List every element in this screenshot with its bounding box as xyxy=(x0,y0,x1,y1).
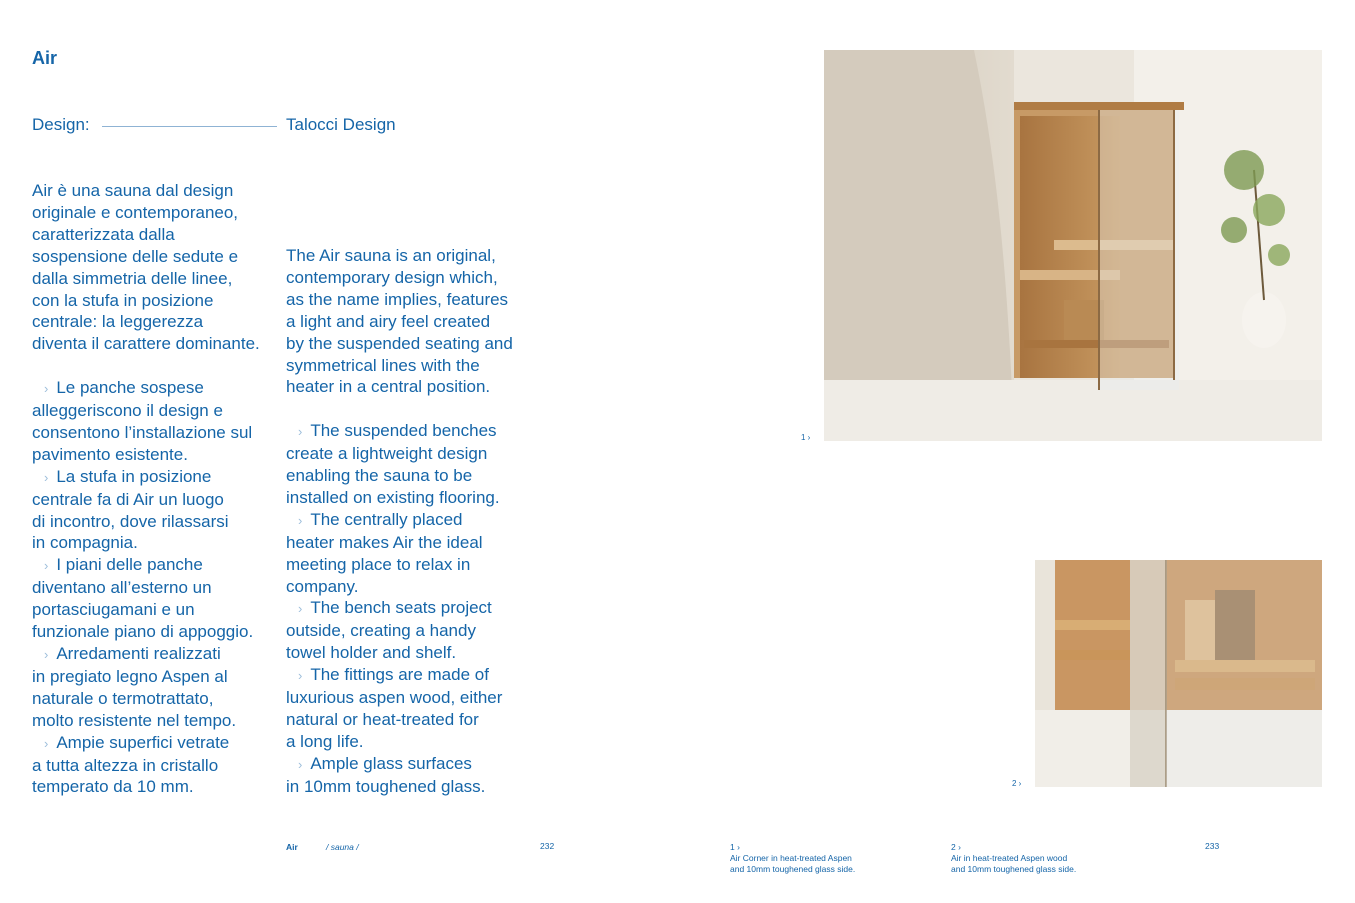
chevron-right-icon: › xyxy=(298,668,303,684)
bullet-line: › The bench seats project xyxy=(298,598,492,618)
sauna-photo-2 xyxy=(1035,560,1322,787)
text-line: installed on existing flooring. xyxy=(286,487,500,507)
chevron-right-icon: › xyxy=(298,756,303,772)
text-line: pavimento esistente. xyxy=(32,444,188,464)
chevron-right-icon: › xyxy=(298,601,303,617)
bullet-line: › La stufa in posizione xyxy=(44,466,212,486)
text-line: company. xyxy=(286,576,359,596)
italian-description xyxy=(32,180,282,798)
text-line: contemporary design which, xyxy=(286,267,498,287)
page-number-left: 232 xyxy=(540,841,555,851)
page-number-right: 233 xyxy=(1205,841,1220,851)
text-line: portasciugamani e un xyxy=(32,600,195,620)
footer-title: Air xyxy=(286,842,298,852)
caption-ref: 1 › xyxy=(730,842,740,852)
page-title: Air xyxy=(32,48,58,68)
text-line: symmetrical lines with the xyxy=(286,355,480,375)
text-line: diventa il carattere dominante. xyxy=(32,334,260,354)
text-line: towel holder and shelf. xyxy=(286,643,457,663)
chevron-right-icon: › xyxy=(298,424,303,440)
bullet-line: › Arredamenti realizzati xyxy=(44,644,221,664)
figure-ref-2: 2 › xyxy=(1012,779,1022,788)
figure-caption-2 xyxy=(951,842,1076,875)
bullet-line: › The suspended benches xyxy=(298,421,497,441)
bullet-line: › The centrally placed xyxy=(298,509,463,529)
bullet-line: › The fittings are made of xyxy=(298,665,489,685)
text-line: enabling the sauna to be xyxy=(286,466,473,486)
text-line: centrale fa di Air un luogo xyxy=(32,489,224,509)
text-line: alleggeriscono il design e xyxy=(32,401,223,421)
text-line: in pregiato legno Aspen al xyxy=(32,666,228,686)
designer-name: Talocci Design xyxy=(286,115,396,134)
text-line: temperato da 10 mm. xyxy=(32,777,194,797)
text-line: con la stufa in posizione xyxy=(32,290,214,310)
text-line: di incontro, dove rilassarsi xyxy=(32,511,229,531)
caption-line: Air in heat-treated Aspen wood xyxy=(951,853,1068,863)
bullet-line: › Le panche sospese xyxy=(44,378,204,398)
chevron-right-icon: › xyxy=(44,381,49,397)
bullet-line: › I piani delle panche xyxy=(44,555,203,575)
design-divider-line xyxy=(102,126,277,127)
chevron-right-icon: › xyxy=(44,469,49,485)
text-line: heater in a central position. xyxy=(286,377,491,397)
footer-section: / sauna / xyxy=(326,842,359,852)
text-line: caratterizzata dalla xyxy=(32,224,175,244)
bullet-line: › Ample glass surfaces xyxy=(298,753,472,773)
text-line: originale e contemporaneo, xyxy=(32,202,239,222)
paragraph-gap xyxy=(286,398,536,420)
caption-line: and 10mm toughened glass side. xyxy=(951,864,1077,874)
text-line: heater makes Air the ideal xyxy=(286,532,483,552)
text-line: outside, creating a handy xyxy=(286,621,476,641)
paragraph-gap xyxy=(32,355,282,377)
text-line: dalla simmetria delle linee, xyxy=(32,268,233,288)
chevron-right-icon: › xyxy=(44,735,49,751)
text-line: The Air sauna is an original, xyxy=(286,246,496,265)
english-description xyxy=(286,245,536,798)
caption-line: Air Corner in heat-treated Aspen xyxy=(730,853,852,863)
figure-ref-1: 1 › xyxy=(801,433,811,442)
text-line: a long life. xyxy=(286,731,364,751)
text-line: natural or heat-treated for xyxy=(286,710,479,730)
text-line: in compagnia. xyxy=(32,533,138,553)
text-line: in 10mm toughened glass. xyxy=(286,776,486,796)
chevron-right-icon: › xyxy=(298,512,303,528)
text-line: sospensione delle sedute e xyxy=(32,246,239,266)
design-label: Design: xyxy=(32,115,90,134)
text-line: create a lightweight design xyxy=(286,444,488,464)
text-line: molto resistente nel tempo. xyxy=(32,710,237,730)
text-line: consentono l’installazione sul xyxy=(32,422,253,442)
text-line: funzionale piano di appoggio. xyxy=(32,622,254,642)
figure-caption-1 xyxy=(730,842,855,875)
text-line: diventano all’esterno un xyxy=(32,578,212,598)
text-line: a light and airy feel created xyxy=(286,311,491,331)
text-line: by the suspended seating and xyxy=(286,333,513,353)
bullet-line: › Ampie superfici vetrate xyxy=(44,732,230,752)
caption-line: and 10mm toughened glass side. xyxy=(730,864,856,874)
text-line: luxurious aspen wood, either xyxy=(286,688,503,708)
text-line: as the name implies, features xyxy=(286,289,509,309)
text-line: meeting place to relax in xyxy=(286,554,471,574)
caption-ref: 2 › xyxy=(951,842,961,852)
text-line: centrale: la leggerezza xyxy=(32,312,204,332)
text-line: Air è una sauna dal design xyxy=(32,181,234,200)
text-line: a tutta altezza in cristallo xyxy=(32,755,219,775)
chevron-right-icon: › xyxy=(44,558,49,574)
text-line: naturale o termotrattato, xyxy=(32,688,214,708)
sauna-photo-1 xyxy=(824,50,1322,441)
chevron-right-icon: › xyxy=(44,647,49,663)
